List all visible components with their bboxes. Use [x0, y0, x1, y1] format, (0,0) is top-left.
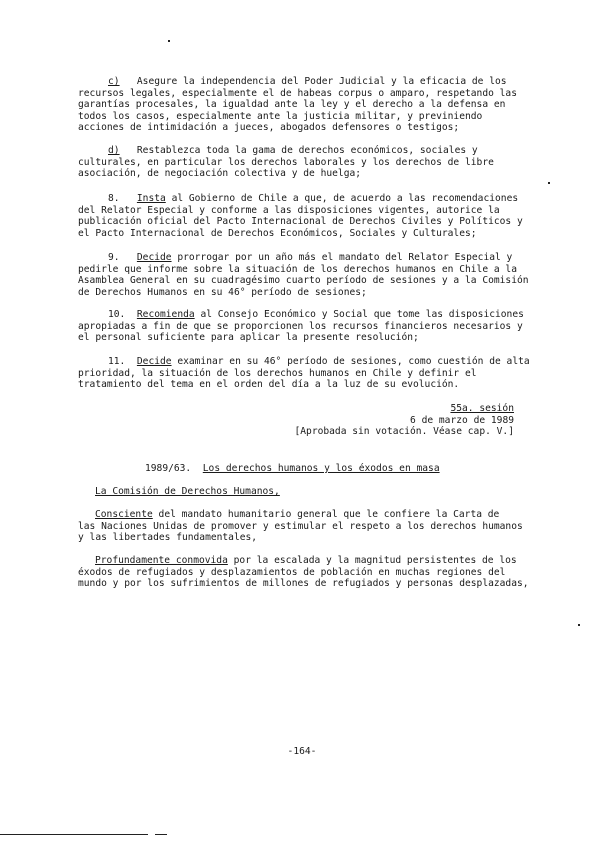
text-line: acciones de intimidación a jueces, abogados defensores o testigos;	[78, 122, 460, 134]
preamble-verb: Consciente	[95, 509, 153, 520]
page-number: -164-	[287, 746, 317, 757]
paragraph-8	[78, 193, 523, 239]
paragraph-d-number: d)	[108, 145, 120, 156]
paragraph-9-number: 9.	[108, 252, 120, 263]
text-line: garantías procesales, la igualdad ante la ley y el derecho a la defensa en	[78, 99, 506, 111]
text-line: Restablezca toda la gama de derechos económicos, sociales y	[136, 145, 478, 156]
text-line: y las libertades fundamentales,	[78, 532, 258, 544]
session-signature	[295, 403, 515, 438]
text-line: al Consejo Económico y Social que tome las disposiciones	[200, 309, 524, 320]
footer-rule	[0, 834, 148, 835]
paragraph-c	[78, 76, 520, 134]
text-line: el Pacto Internacional de Derechos Económicos, Sociales y Culturales;	[78, 227, 477, 239]
text-line: recursos legales, especialmente el de habeas corpus o amparo, respetando las	[78, 87, 517, 99]
text-line: Asegure la independencia del Poder Judicial y la eficacia de los	[136, 76, 507, 87]
commission-heading: La Comisión de Derechos Humanos,	[95, 486, 280, 497]
approval-note: [Aprobada sin votación. Véase cap. V.]	[294, 426, 514, 438]
paragraph-9-verb: Decide	[136, 252, 172, 263]
text-line: mundo y por los sufrimientos de millones de refugiados y personas desplazadas,	[78, 578, 529, 590]
text-line: el personal suficiente para aplicar la presente resolución;	[78, 332, 419, 344]
paragraph-11	[78, 356, 530, 391]
text-line: apropiadas a fin de que se proporcionen los recursos financieros necesarios y	[78, 320, 523, 332]
text-line: las Naciones Unidas de promover y estimular el respeto a los derechos humanos	[78, 520, 523, 532]
text-line: Asamblea General en su cuadragésimo cuarto período de sesiones y a la Comisión	[78, 275, 529, 287]
paragraph-8-number: 8.	[108, 193, 120, 204]
text-line: tratamiento del tema en el orden del día a la luz de su evolución.	[78, 379, 460, 391]
paragraph-10	[78, 309, 524, 344]
margin-dot	[578, 624, 580, 626]
paragraph-10-verb: Recomienda	[136, 309, 195, 320]
resolution-number: 1989/63.	[145, 463, 192, 474]
paragraph-8-verb: Insta	[136, 193, 166, 204]
text-line: del mandato humanitario general que le confiere la Carta de	[158, 509, 500, 520]
text-line: por la escalada y la magnitud persistentes de los	[233, 555, 517, 566]
resolution-title: Los derechos humanos y los éxodos en masa	[202, 463, 440, 474]
text-line: todos los casos, especialmente ante la justicia militar, y previniendo	[78, 110, 483, 122]
text-line: asociación, de negociación colectiva y de huelga;	[78, 168, 362, 180]
text-line: éxodos de refugiados y desplazamientos de población en muchas regiones del	[78, 566, 506, 578]
session-label: 55a. sesión	[450, 403, 514, 414]
session-date: 6 de marzo de 1989	[410, 414, 514, 426]
paragraph-10-number: 10.	[108, 309, 126, 320]
text-line: publicación oficial del Pacto Internacional de Derechos Civiles y Políticos y	[78, 216, 523, 228]
text-line: de Derechos Humanos en su 46° período de sesiones;	[78, 286, 367, 298]
text-line: examinar en su 46° período de sesiones, como cuestión de alta	[177, 356, 530, 367]
preamble-verb: Profundamente conmovida	[95, 555, 228, 566]
text-line: al Gobierno de Chile a que, de acuerdo a las recomendaciones	[171, 193, 519, 204]
paragraph-11-verb: Decide	[136, 356, 172, 367]
paragraph-c-number: c)	[108, 76, 120, 87]
paragraph-9	[78, 252, 529, 298]
preamble-profundamente	[78, 555, 529, 590]
text-line: del Relator Especial y conforme a las disposiciones vigentes, autorice la	[78, 204, 500, 216]
paragraph-d	[78, 145, 520, 180]
text-line: culturales, en particular los derechos laborales y los derechos de libre	[78, 156, 494, 168]
margin-dot	[548, 182, 550, 184]
resolution-heading	[145, 463, 440, 475]
footer-rule-short	[155, 834, 167, 835]
text-line: prioridad, la situación de los derechos humanos en Chile y definir el	[78, 367, 477, 379]
top-dot	[168, 40, 170, 42]
text-line: pedirle que informe sobre la situación de los derechos humanos en Chile a la	[78, 263, 517, 275]
text-line: prorrogar por un año más el mandato del Relator Especial y	[177, 252, 513, 263]
preamble-consciente	[78, 509, 523, 544]
paragraph-11-number: 11.	[108, 356, 126, 367]
